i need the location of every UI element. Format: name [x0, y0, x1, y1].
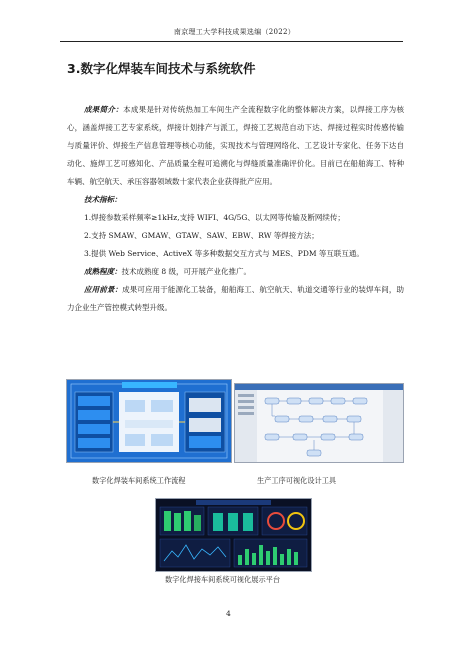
header-divider	[60, 41, 403, 42]
tech-item: 1.焊接参数采样频率≥1kHz,支持 WIFI、4G/5G、以太网等传输及断网续传；	[84, 213, 345, 222]
tech-label: 技术指标：	[84, 195, 122, 204]
workflow-diagram-image	[67, 380, 231, 462]
summary-label: 成果简介：	[84, 105, 124, 114]
tech-heading	[67, 191, 404, 209]
maturity-text: 技术成熟度 8 级，可开展产业化推广。	[121, 267, 252, 276]
application-label: 应用前景：	[84, 285, 123, 294]
dashboard-image	[156, 499, 311, 571]
figure2-caption: 生产工序可视化设计工具	[257, 476, 337, 485]
application-paragraph	[67, 281, 404, 317]
summary-text: 本成果是针对传统热加工车间生产全流程数字化的整体解决方案，以焊接工序为核心，涵盖焊接工艺专家系统，焊接计划排产与派工，焊接工艺规范自动下达、焊接过程实时传感传输与质量评价、焊接生产信息管理等核心功能，实现技术与管理网络化、工艺设计专家化、任务下达自动化、施焊工艺可感知化、产品质量全程可追溯化与焊缝质量准确评价化。目前已在船舶海工、特种车辆、航空航天、承压容器领域数十家代表企业获得批产应用。	[67, 105, 404, 186]
summary-paragraph	[67, 101, 404, 191]
running-header: 南京理工大学科技成果选编（2022）	[173, 28, 296, 36]
figure1-caption: 数字化焊装车间系统工作流程	[92, 476, 186, 485]
application-text: 成果可应用于能源化工装备，船舶海工、航空航天、轨道交通等行业的装焊车间，助力企业生产管控模式转型升级。	[67, 285, 405, 312]
tech-item: 3.提供 Web Service、ActiveX 等多种数据交互方式与 MES、PDM 等互联互通。	[84, 249, 364, 258]
process-designer-figure	[234, 383, 404, 463]
workflow-figure	[66, 379, 232, 463]
section-title: 3.数字化焊装车间技术与系统软件	[67, 61, 256, 76]
maturity-paragraph	[67, 263, 404, 281]
article-body	[67, 101, 404, 317]
process-designer-image	[235, 384, 403, 462]
dashboard-figure	[155, 498, 312, 572]
tech-item: 2.支持 SMAW、GMAW、GTAW、SAW、EBW、RW 等焊接方法；	[84, 231, 319, 240]
page-number: 4	[226, 609, 231, 618]
maturity-label: 成熟程度：	[84, 267, 122, 276]
figure3-caption: 数字化焊接车间系统可视化展示平台	[165, 575, 281, 584]
